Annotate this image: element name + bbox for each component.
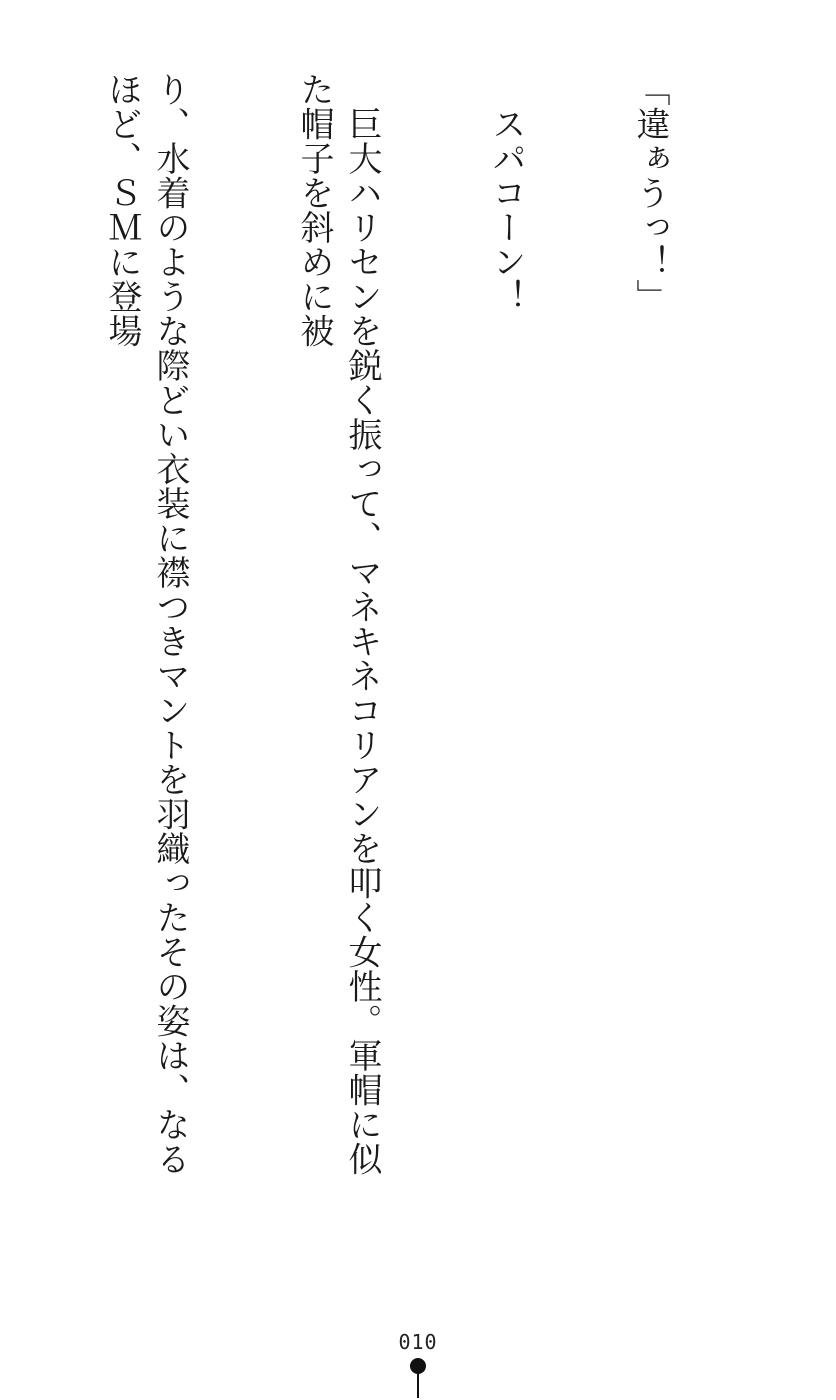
text-line: り、水着のような際どい衣装に襟つきマントを羽織ったその姿は、なるほど、ＳＭに登場 (102, 72, 190, 1176)
text-line: スパコーン！ (486, 72, 526, 314)
text-line: 巨大ハリセンを鋭く振って、マネキネコリアンを叩く女性。軍帽に似た帽子を斜めに被 (294, 72, 382, 1176)
text-line: 「違ぁうっ！」 (630, 72, 670, 314)
page-number: 010 (398, 1330, 438, 1354)
folio-pin-icon (410, 1358, 426, 1398)
folio-stem (417, 1370, 419, 1398)
text-line (0, 72, 2, 1182)
vertical-text-block (0, 72, 770, 1182)
